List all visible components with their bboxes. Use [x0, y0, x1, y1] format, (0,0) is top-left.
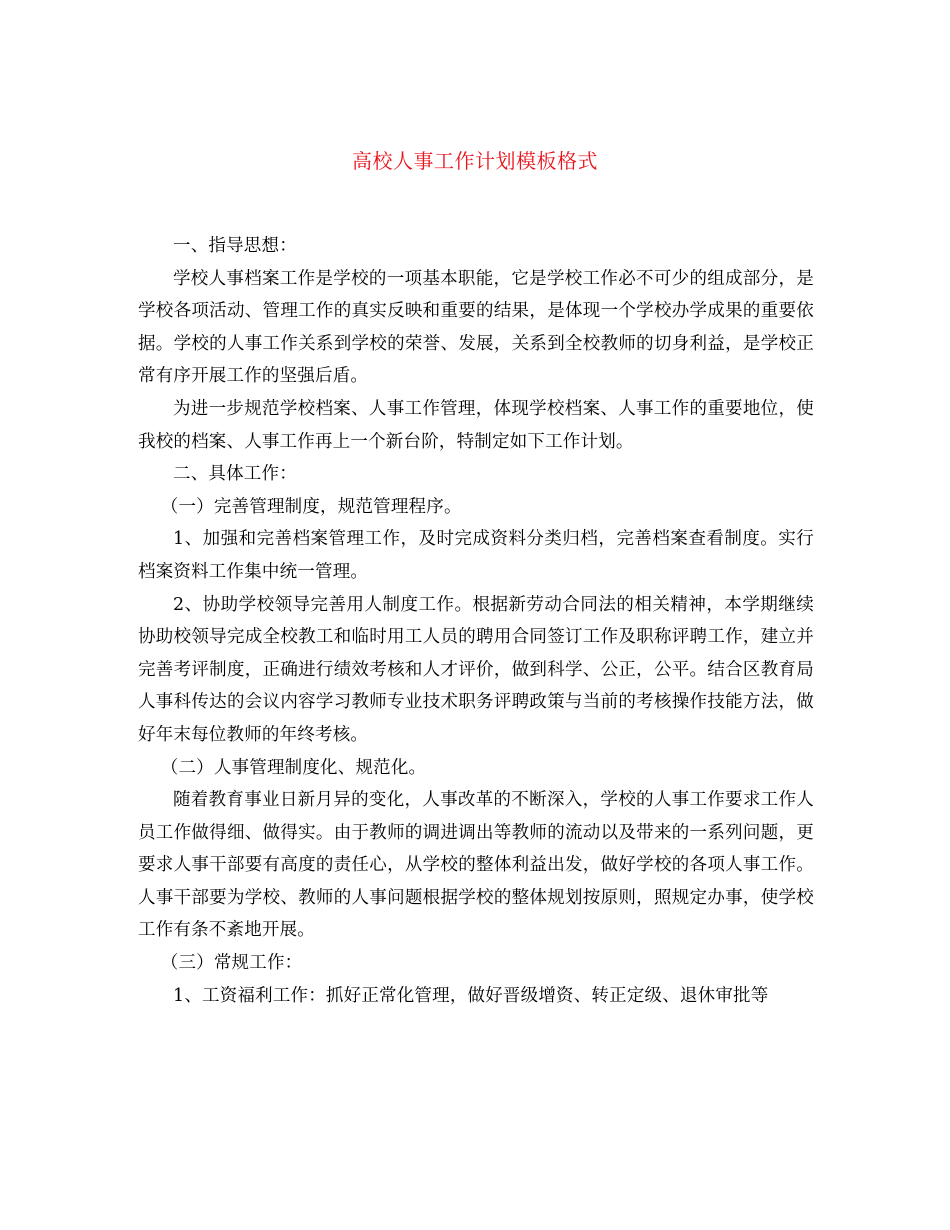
subsection-heading-3: （三）常规工作： — [160, 953, 303, 974]
paragraph: 1、工资福利工作：抓好正常化管理，做好晋级增资、转正定级、退休审批等 — [173, 985, 769, 1006]
section-heading-guiding-ideology: 一、指导思想： — [173, 236, 297, 256]
document-title: 高校人事工作计划模板格式 — [352, 149, 598, 173]
paragraph: 2、协助学校领导完善用人制度工作。根据新劳动合同法的相关精神，本学期继续协助校领导完成全校教工和临时用工人员的聘用合同签订工作及职称评聘工作，建立并完善考评制度，正确进行绩效考核和人才评价，做到科学、公正，公平。结合区教育局人事科传达的会议内容学习教师专业技术职务评聘政策与当前的考核操作技能方法，做好年末每位教师的年终考核。 — [138, 594, 814, 745]
subsection-heading-2: （二）人事管理制度化、规范化。 — [160, 757, 427, 778]
document-body — [138, 230, 814, 1012]
section-heading-specific-work: 二、具体工作： — [173, 464, 297, 485]
paragraph: 为进一步规范学校档案、人事工作管理，体现学校档案、人事工作的重要地位，使我校的档案、人事工作再上一个新台阶，特制定如下工作计划。 — [138, 398, 814, 452]
paragraph: 1、加强和完善档案管理工作，及时完成资料分类归档，完善档案查看制度。实行档案资料工作集中统一管理。 — [138, 529, 814, 582]
paragraph: 学校人事档案工作是学校的一项基本职能，它是学校工作必不可少的组成部分，是学校各项活动、管理工作的真实反映和重要的结果，是体现一个学校办学成果的重要依据。学校的人事工作关系到学校的荣誉、发展，关系到全校教师的切身利益，是学校正常有序开展工作的坚强后盾。 — [138, 268, 814, 387]
subsection-heading-1: （一）完善管理制度，规范管理程序。 — [160, 496, 462, 517]
paragraph: 随着教育事业日新月异的变化，人事改革的不断深入，学校的人事工作要求工作人员工作做得细、做得实。由于教师的调进调出等教师的流动以及带来的一系列问题，更要求人事干部要有高度的责任心，从学校的整体利益出发，做好学校的各项人事工作。人事干部要为学校、教师的人事问题根据学校的整体规划按原则，照规定办事，使学校工作有条不紊地开展。 — [138, 790, 814, 941]
